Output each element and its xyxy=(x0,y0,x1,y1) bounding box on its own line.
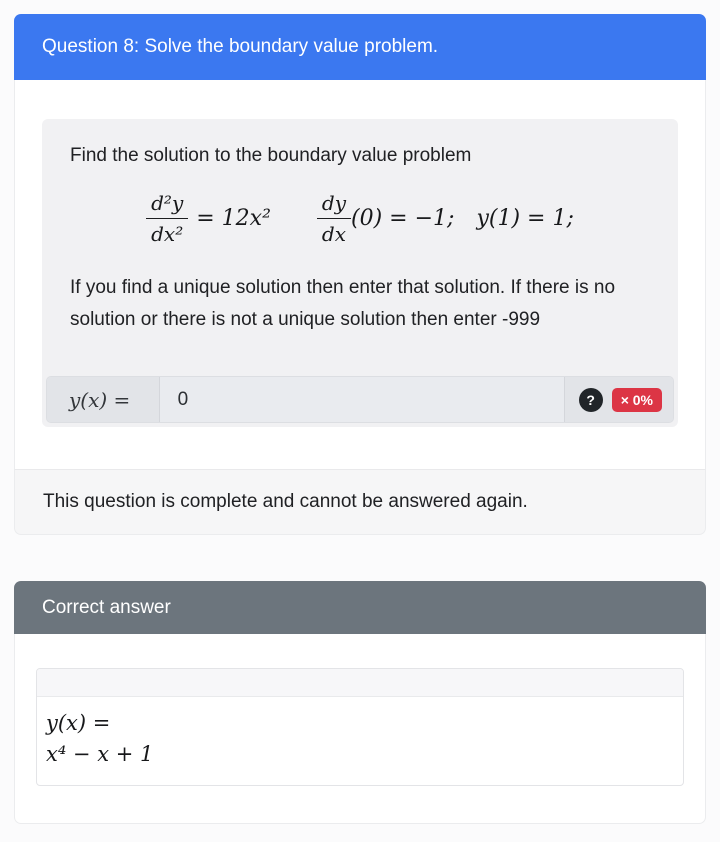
help-icon[interactable]: ? xyxy=(579,388,603,412)
correct-answer-expression: x⁴ − x + 1 xyxy=(46,742,154,766)
boundary-condition-1: (0) = −1; xyxy=(351,206,455,231)
correct-answer-box xyxy=(36,668,684,786)
answer-feedback-cell xyxy=(564,377,673,422)
question-title: Question 8: Solve the boundary value problem. xyxy=(14,14,706,80)
derivative-fraction-second-order: $\frac{\text{d²y}}{\text{dx²}}$ xyxy=(146,191,188,246)
score-badge: × 0% xyxy=(612,388,662,412)
correct-answer-body xyxy=(14,634,706,824)
boundary-condition-2: y(1) = 1; xyxy=(476,206,574,231)
math-display xyxy=(70,191,650,246)
question-status: This question is complete and cannot be answered again. xyxy=(14,469,706,535)
correct-answer-card xyxy=(14,581,706,824)
correct-answer-box-strip xyxy=(37,669,683,697)
equation-rhs: = 12x² xyxy=(196,206,271,231)
derivative-fraction-first-order: $\frac{dy}{dx}$ xyxy=(317,191,351,246)
question-instructions: If you find a unique solution then enter that solution. If there is no solution or there is not a unique solution then enter -999 xyxy=(70,277,616,330)
question-card xyxy=(14,14,706,535)
correct-answer-label: y(x) = xyxy=(46,711,111,735)
answer-input[interactable] xyxy=(160,377,564,422)
question-body xyxy=(14,80,706,469)
answer-input-row xyxy=(46,376,674,423)
answer-input-label: y(x) = xyxy=(47,377,160,422)
correct-answer-title: Correct answer xyxy=(14,581,706,634)
question-statement-box xyxy=(42,119,678,427)
question-prompt: Find the solution to the boundary value problem xyxy=(70,145,472,166)
correct-answer-math xyxy=(37,697,683,785)
